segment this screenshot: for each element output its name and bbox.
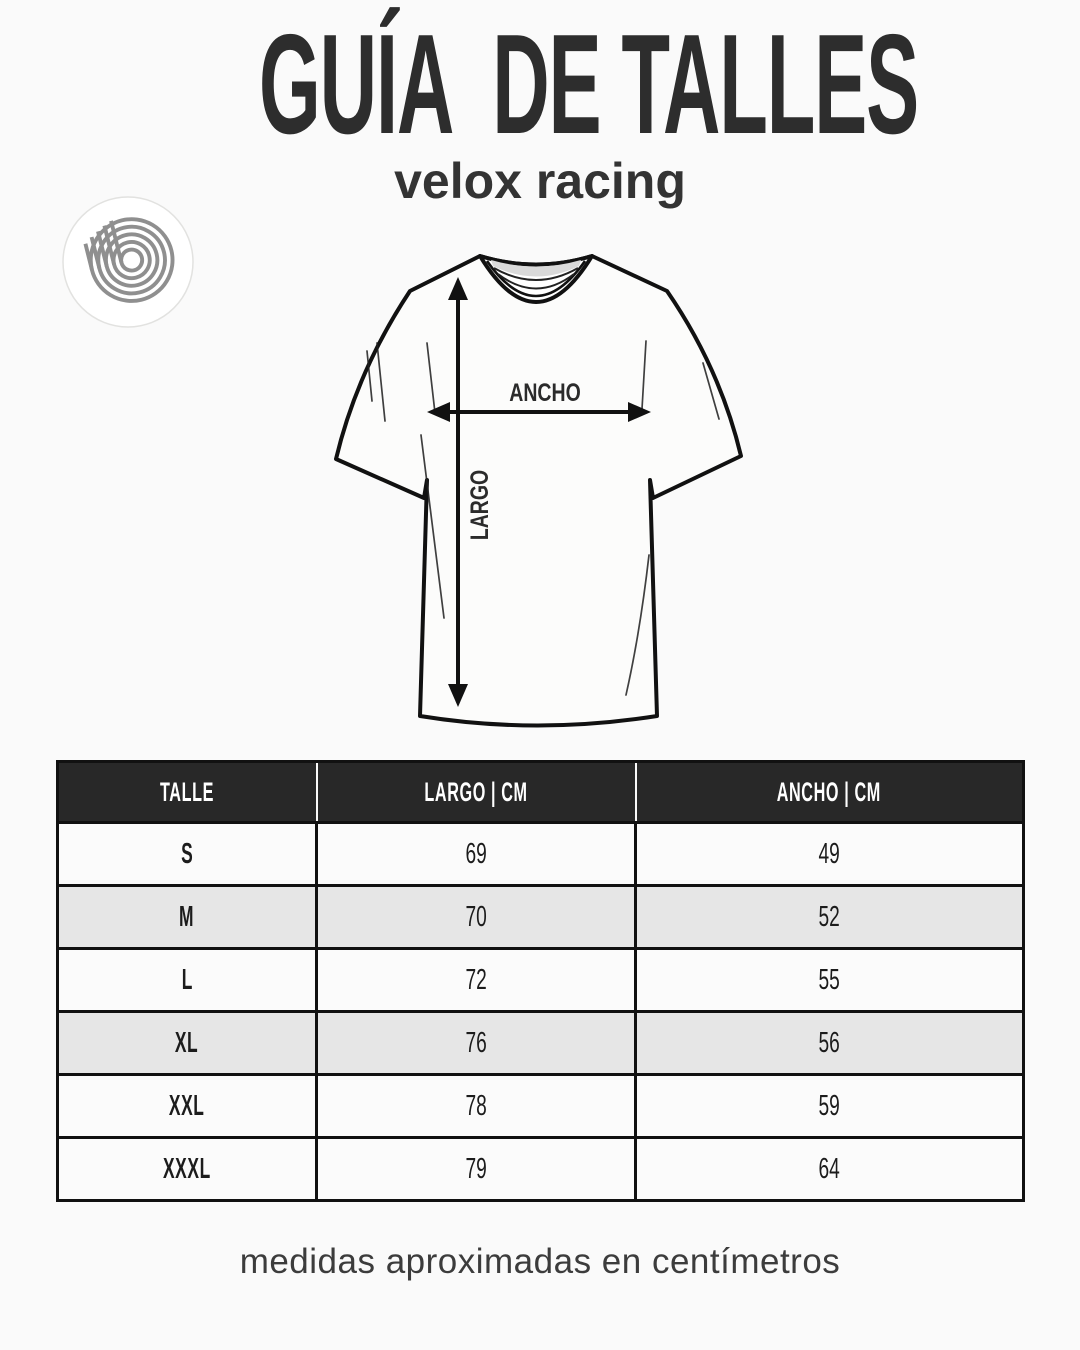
table-row: [58, 1012, 1024, 1075]
cell-talle: L: [58, 949, 317, 1012]
table-row: [58, 949, 1024, 1012]
col-header-ancho: ANCHO | CM: [636, 762, 1024, 823]
footer-note-text: medidas aproximadas en centímetros: [239, 1242, 841, 1281]
cell-talle: M: [58, 886, 317, 949]
ancho-label: ANCHO: [509, 378, 581, 407]
page-title-text: GUÍA DE TALLES: [258, 5, 919, 164]
size-table-header: [58, 762, 1024, 823]
col-header-talle: TALLE: [58, 762, 317, 823]
cell-ancho: 55: [636, 949, 1024, 1012]
cell-talle: XXL: [58, 1075, 317, 1138]
cell-ancho: 64: [636, 1138, 1024, 1201]
cell-ancho: 49: [636, 823, 1024, 886]
cell-ancho: 59: [636, 1075, 1024, 1138]
cell-talle: XXXL: [58, 1138, 317, 1201]
cell-largo: 69: [317, 823, 636, 886]
cell-talle: XL: [58, 1012, 317, 1075]
page-title: [0, 5, 1080, 164]
cell-largo: 76: [317, 1012, 636, 1075]
brand-logo-icon: [60, 194, 196, 334]
tshirt-diagram: [315, 243, 765, 730]
largo-label: LARGO: [465, 469, 494, 541]
size-table: [56, 760, 1025, 1202]
footer-note: [0, 1242, 1080, 1282]
cell-ancho: 52: [636, 886, 1024, 949]
tshirt-outline: [336, 256, 741, 726]
cell-ancho: 56: [636, 1012, 1024, 1075]
table-row: [58, 886, 1024, 949]
brand-subtitle-text: velox racing: [394, 153, 686, 209]
table-row: [58, 1075, 1024, 1138]
col-header-largo: LARGO | CM: [317, 762, 636, 823]
cell-largo: 70: [317, 886, 636, 949]
cell-talle: S: [58, 823, 317, 886]
cell-largo: 79: [317, 1138, 636, 1201]
table-row: [58, 823, 1024, 886]
cell-largo: 72: [317, 949, 636, 1012]
table-row: [58, 1138, 1024, 1201]
cell-largo: 78: [317, 1075, 636, 1138]
